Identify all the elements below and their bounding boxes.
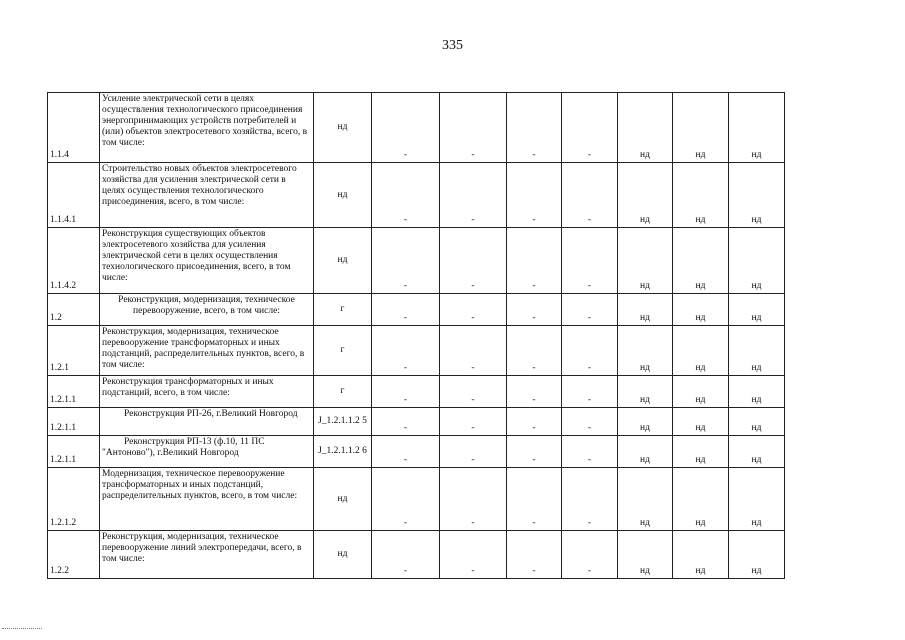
row-code: 1.2: [48, 294, 100, 326]
row-value: нд: [729, 326, 785, 376]
table-row: [48, 228, 785, 294]
row-value: -: [372, 163, 440, 228]
row-code: 1.2.1.1: [48, 408, 100, 436]
row-identifier: нд: [314, 228, 372, 294]
table-row: [48, 468, 785, 531]
row-value: нд: [673, 228, 729, 294]
row-value: нд: [673, 408, 729, 436]
investment-table: [47, 92, 785, 579]
row-value: -: [562, 468, 618, 531]
row-value: нд: [618, 531, 673, 579]
row-value: нд: [729, 93, 785, 163]
row-value: -: [562, 408, 618, 436]
row-name: Строительство новых объектов электросетевого хозяйства для усиления электрической сети в целях осуществления технологического присоединения, всего, в том числе:: [100, 163, 314, 228]
scan-edge-mark: [2, 628, 42, 629]
row-name: Реконструкция РП-26, г.Великий Новгород: [100, 408, 314, 436]
row-identifier: нд: [314, 468, 372, 531]
row-value: нд: [618, 294, 673, 326]
row-value: -: [562, 228, 618, 294]
row-value: -: [372, 228, 440, 294]
row-identifier: нд: [314, 531, 372, 579]
row-name: Реконструкция трансформаторных и иных подстанций, всего, в том числе:: [100, 376, 314, 408]
row-value: нд: [673, 163, 729, 228]
row-value: нд: [618, 163, 673, 228]
row-value: нд: [618, 376, 673, 408]
table-row: [48, 436, 785, 468]
row-value: -: [507, 468, 562, 531]
row-value: -: [562, 436, 618, 468]
row-value: -: [372, 468, 440, 531]
row-value: -: [440, 436, 507, 468]
row-value: -: [507, 531, 562, 579]
row-value: нд: [673, 436, 729, 468]
row-value: -: [440, 408, 507, 436]
row-value: нд: [618, 468, 673, 531]
row-value: -: [562, 376, 618, 408]
row-value: -: [507, 408, 562, 436]
row-value: нд: [618, 228, 673, 294]
row-value: нд: [618, 436, 673, 468]
row-identifier: нд: [314, 163, 372, 228]
row-identifier: J_1.2.1.1.2 5: [314, 408, 372, 436]
row-code: 1.2.2: [48, 531, 100, 579]
row-code: 1.2.1: [48, 326, 100, 376]
table-row: [48, 93, 785, 163]
row-identifier: нд: [314, 93, 372, 163]
row-value: -: [562, 93, 618, 163]
row-name: Реконструкция, модернизация, техническое перевооружение трансформаторных и иных подстанций, распределительных пунктов, всего, в том числе:: [100, 326, 314, 376]
row-name: Реконструкция РП-13 (ф.10, 11 ПС "Антоново"), г.Великий Новгород: [100, 436, 314, 468]
row-value: -: [440, 376, 507, 408]
row-value: -: [440, 326, 507, 376]
row-value: -: [507, 376, 562, 408]
table-row: [48, 294, 785, 326]
row-value: нд: [673, 294, 729, 326]
row-value: нд: [729, 163, 785, 228]
row-value: -: [440, 531, 507, 579]
row-value: нд: [729, 376, 785, 408]
row-value: -: [372, 531, 440, 579]
row-value: нд: [673, 468, 729, 531]
row-value: -: [507, 294, 562, 326]
row-code: 1.2.1.1: [48, 436, 100, 468]
row-value: -: [440, 228, 507, 294]
row-name: Реконструкция, модернизация, техническое перевооружение, всего, в том числе:: [100, 294, 314, 326]
table-row: [48, 376, 785, 408]
row-value: -: [372, 436, 440, 468]
row-value: -: [507, 163, 562, 228]
row-value: нд: [729, 531, 785, 579]
row-identifier: г: [314, 376, 372, 408]
row-code: 1.1.4.2: [48, 228, 100, 294]
row-value: -: [507, 436, 562, 468]
row-name: Реконструкция существующих объектов электросетевого хозяйства для усиления электрической сети в целях осуществления технологического присоединения, всего, в том числе:: [100, 228, 314, 294]
row-value: -: [562, 163, 618, 228]
row-name: Реконструкция, модернизация, техническое перевооружение линий электропередачи, всего, в том числе:: [100, 531, 314, 579]
row-value: -: [372, 408, 440, 436]
row-value: -: [440, 294, 507, 326]
row-code: 1.1.4.1: [48, 163, 100, 228]
table-row: [48, 531, 785, 579]
row-code: 1.1.4: [48, 93, 100, 163]
row-value: -: [562, 531, 618, 579]
row-value: нд: [618, 408, 673, 436]
row-value: -: [562, 294, 618, 326]
row-identifier: г: [314, 326, 372, 376]
row-value: нд: [729, 294, 785, 326]
row-value: нд: [729, 468, 785, 531]
row-code: 1.2.1.1: [48, 376, 100, 408]
row-value: -: [440, 93, 507, 163]
row-value: -: [372, 326, 440, 376]
row-value: -: [440, 468, 507, 531]
table-row: [48, 163, 785, 228]
row-value: нд: [618, 326, 673, 376]
row-value: нд: [618, 93, 673, 163]
row-value: нд: [673, 376, 729, 408]
row-value: -: [372, 294, 440, 326]
row-name: Модернизация, техническое перевооружение трансформаторных и иных подстанций, распределительных пунктов, всего, в том числе:: [100, 468, 314, 531]
row-value: нд: [729, 436, 785, 468]
row-value: нд: [673, 326, 729, 376]
table-row: [48, 408, 785, 436]
row-identifier: г: [314, 294, 372, 326]
row-value: нд: [729, 228, 785, 294]
row-name: Усиление электрической сети в целях осуществления технологического присоединения энергопринимающих устройств потребителей и (или) объектов электросетевого хозяйства, всего, в том числе:: [100, 93, 314, 163]
row-code: 1.2.1.2: [48, 468, 100, 531]
row-value: -: [507, 93, 562, 163]
row-value: -: [507, 326, 562, 376]
row-identifier: J_1.2.1.1.2 6: [314, 436, 372, 468]
row-value: нд: [673, 531, 729, 579]
row-value: -: [372, 93, 440, 163]
row-value: -: [562, 326, 618, 376]
page-number: 335: [442, 38, 463, 53]
row-value: -: [507, 228, 562, 294]
row-value: нд: [729, 408, 785, 436]
row-value: нд: [673, 93, 729, 163]
table-row: [48, 326, 785, 376]
row-value: -: [440, 163, 507, 228]
row-value: -: [372, 376, 440, 408]
